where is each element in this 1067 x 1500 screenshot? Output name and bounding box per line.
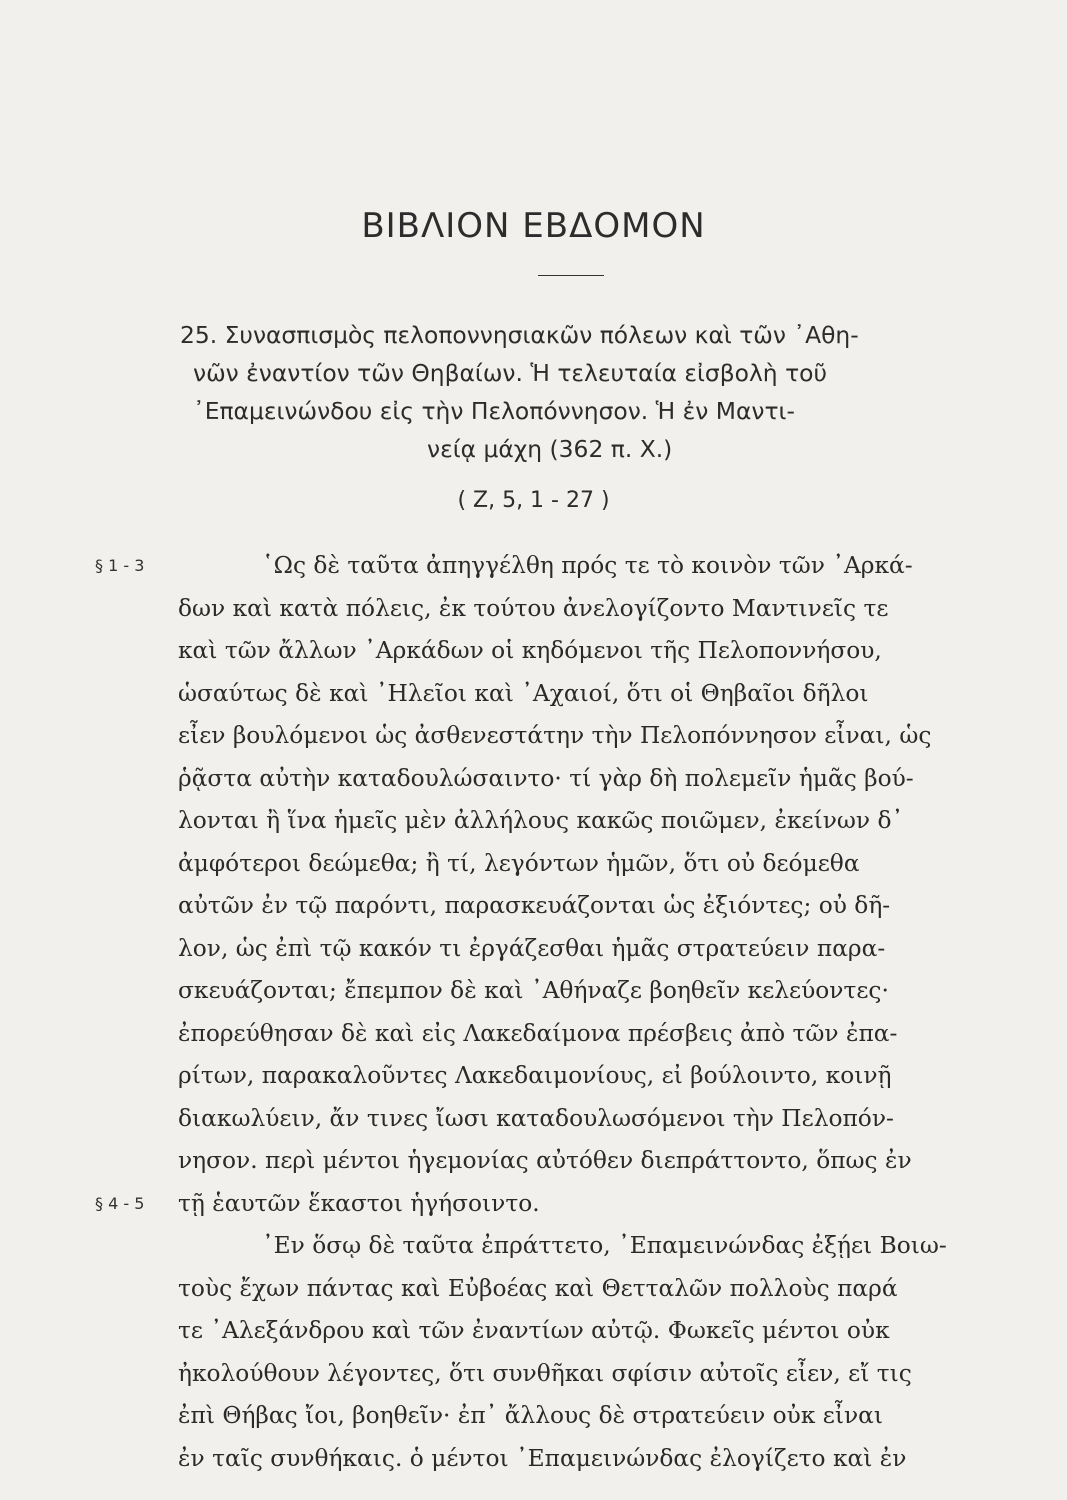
- body-line: ρίτων, παρακαλοῦντες Λακεδαιμονίους, εἰ βούλοιντο, κοινῇ: [178, 1062, 892, 1089]
- body-line: ὡσαύτως δὲ καὶ ᾿Ηλεῖοι καὶ ᾿Αχαιοί, ὅτι οἱ Θηβαῖοι δῆλοι: [178, 679, 869, 707]
- body-line: ἀμφότεροι δεώμεθα; ἢ τί, λεγόντων ἡμῶν, ὅτι οὐ δεόμεθα: [178, 849, 860, 877]
- body-line: λον, ὡς ἐπὶ τῷ κακόν τι ἐργάζεσθαι ἡμᾶς στρατεύειν παρα-: [178, 934, 886, 962]
- body-line: τῇ ἑαυτῶν ἕκαστοι ἡγήσοιντο.: [178, 1189, 540, 1217]
- body-line: ἐν ταῖς συνθήκαις. ὁ μέντοι ᾿Επαμεινώνδας ἐλογίζετο καὶ ἐν: [178, 1444, 907, 1472]
- body-line: ἐπὶ Θήβας ἴοι, βοηθεῖν· ἐπ᾿ ἄλλους δὲ στρατεύειν οὐκ εἶναι: [178, 1402, 884, 1429]
- body-line: τε ᾿Αλεξάνδρου καὶ τῶν ἐναντίων αὐτῷ. Φωκεῖς μέντοι οὐκ: [178, 1317, 890, 1344]
- chapter-heading-line: 25. Συνασπισμὸς πελοποννησιακῶν πόλεων καὶ τῶν ᾿Αθη-: [180, 321, 859, 349]
- chapter-heading-line: νῶν ἐναντίον τῶν Θηβαίων. Ἡ τελευταία εἰσβολὴ τοῦ: [193, 359, 827, 387]
- margin-ref-1: § 1 - 3: [95, 556, 145, 575]
- body-line: διακωλύειν, ἄν τινες ἴωσι καταδουλωσόμενοι τὴν Πελοπόν-: [178, 1104, 894, 1132]
- body-line: καὶ τῶν ἄλλων ᾿Αρκάδων οἱ κηδόμενοι τῆς Πελοποννήσου,: [178, 637, 882, 664]
- source-reference: ( Ζ, 5, 1 - 27 ): [457, 488, 610, 513]
- chapter-heading: [180, 316, 1010, 468]
- body-line: ῥᾷστα αὐτὴν καταδουλώσαιντο· τί γὰρ δὴ πολεμεῖν ἡμᾶς βού-: [178, 764, 914, 792]
- body-line: σκευάζονται; ἔπεμπον δὲ καὶ ᾿Αθήναζε βοηθεῖν κελεύοντες·: [178, 977, 889, 1004]
- body-line: νησον. περὶ μέντοι ἡγεμονίας αὐτόθεν διεπράττοντο, ὅπως ἐν: [178, 1147, 912, 1174]
- body-line: ᾿Εν ὅσῳ δὲ ταῦτα ἐπράττετο, ᾿Επαμεινώνδας ἐξῄει Βοιω-: [262, 1232, 947, 1259]
- book-title: ΒΙΒΛΙΟΝ ΕΒΔΟΜΟΝ: [361, 206, 706, 246]
- body-line: αὐτῶν ἐν τῷ παρόντι, παρασκευάζονται ὡς ἐξιόντες; οὐ δῆ-: [178, 892, 891, 919]
- title-rule: [538, 275, 604, 276]
- body-line: ῾Ως δὲ ταῦτα ἀπηγγέλθη πρός τε τὸ κοινὸν τῶν ᾿Αρκά-: [262, 552, 913, 579]
- chapter-heading-line: ᾿Επαμεινώνδου εἰς τὴν Πελοπόννησον. Ἡ ἐν Μαντι-: [193, 397, 795, 425]
- body-line: εἶεν βουλόμενοι ὡς ἀσθενεστάτην τὴν Πελοπόννησον εἶναι, ὡς: [178, 722, 932, 749]
- margin-ref-2: § 4 - 5: [95, 1193, 145, 1213]
- body-line: δων καὶ κατὰ πόλεις, ἐκ τούτου ἀνελογίζοντο Μαντινεῖς τε: [178, 594, 889, 622]
- body-line: ἠκολούθουν λέγοντες, ὅτι συνθῆκαι σφίσιν αὐτοῖς εἶεν, εἴ τις: [178, 1359, 912, 1387]
- body-line: ἐπορεύθησαν δὲ καὶ εἰς Λακεδαίμονα πρέσβεις ἀπὸ τῶν ἐπα-: [178, 1019, 898, 1047]
- body-text: [178, 545, 1013, 1480]
- body-line: λονται ἢ ἵνα ἡμεῖς μὲν ἀλλήλους κακῶς ποιῶμεν, ἐκείνων δ᾿: [178, 807, 904, 834]
- chapter-heading-line: νείᾳ μάχη (362 π. Χ.): [427, 435, 673, 463]
- body-line: τοὺς ἔχων πάντας καὶ Εὐβοέας καὶ Θετταλῶν πολλοὺς παρά: [178, 1274, 898, 1302]
